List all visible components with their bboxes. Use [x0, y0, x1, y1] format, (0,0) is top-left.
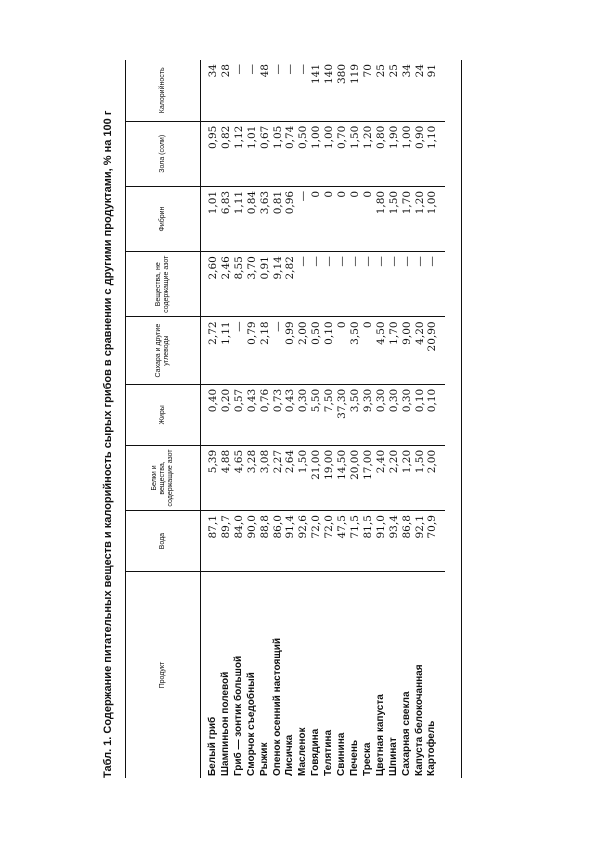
- value-cell: 0,70: [336, 121, 349, 186]
- value-cell: 20,00: [349, 445, 362, 510]
- value-cell: 1,01: [246, 121, 259, 186]
- value-cell: 1,20: [362, 121, 375, 186]
- value-cell: 3,50: [349, 384, 362, 445]
- value-cell: 1,10: [426, 121, 445, 186]
- value-cell: 0,50: [310, 317, 323, 384]
- value-cell: 84,0: [233, 511, 246, 572]
- value-cell: 0,30: [388, 384, 401, 445]
- value-cell: 0,99: [284, 317, 297, 384]
- table-row: [233, 60, 246, 778]
- column-header: Сахара и другие углеводы: [126, 317, 201, 384]
- value-cell: 37,30: [336, 384, 349, 445]
- value-cell: 0: [336, 186, 349, 251]
- value-cell: 0,40: [201, 384, 220, 445]
- value-cell: —: [323, 252, 336, 317]
- product-name-cell: Цветная капуста: [374, 694, 386, 776]
- value-cell: 0,80: [375, 121, 388, 186]
- value-cell: —: [401, 252, 414, 317]
- value-cell: 1,80: [375, 186, 388, 251]
- value-cell: 20,90: [426, 317, 445, 384]
- value-cell: 5,50: [310, 384, 323, 445]
- table-row: [201, 60, 220, 778]
- value-cell: 72,0: [310, 511, 323, 572]
- product-name-cell: Рыжик: [258, 742, 270, 776]
- value-cell: —: [297, 252, 310, 317]
- table-row: [272, 60, 285, 778]
- product-name-cell: Белый гриб: [207, 716, 218, 776]
- table-title: Табл. 1. Содержание питательных веществ и калорийность сырых грибов в сравнении с другими продуктами, % на 100 г: [102, 110, 114, 778]
- value-cell: 1,00: [401, 121, 414, 186]
- value-cell: 1,50: [414, 445, 427, 510]
- value-cell: 1,00: [323, 121, 336, 186]
- value-cell: 0,82: [220, 121, 233, 186]
- value-cell: 1,70: [401, 186, 414, 251]
- value-cell: 93,4: [388, 511, 401, 572]
- value-cell: —: [414, 252, 427, 317]
- product-name-cell: Телятина: [323, 729, 335, 776]
- value-cell: 47,5: [336, 511, 349, 572]
- value-cell: —: [297, 186, 310, 251]
- value-cell: —: [233, 317, 246, 384]
- value-cell: 1,20: [414, 186, 427, 251]
- value-cell: 92,1: [414, 511, 427, 572]
- table-row: [426, 60, 445, 778]
- product-name-cell: Опенок осенний настоящий: [271, 637, 283, 776]
- product-name-cell: Треска: [361, 742, 373, 776]
- product-name-cell: Гриб — зонтик большой: [232, 655, 244, 776]
- value-cell: 88,8: [259, 511, 272, 572]
- value-cell: 0,91: [259, 252, 272, 317]
- bottom-rule: [461, 60, 462, 778]
- value-cell: 0,43: [284, 384, 297, 445]
- table-header-row: [126, 60, 201, 778]
- value-cell: 0: [362, 317, 375, 384]
- table-row: [362, 60, 375, 778]
- value-cell: 3,28: [246, 445, 259, 510]
- column-header: Вещества, не содержащие азот: [126, 252, 201, 317]
- value-cell: 87,1: [201, 511, 220, 572]
- value-cell: —: [388, 252, 401, 317]
- table-row: [220, 60, 233, 778]
- value-cell: —: [233, 60, 246, 121]
- value-cell: 141: [310, 60, 323, 121]
- value-cell: 380: [336, 60, 349, 121]
- value-cell: 89,7: [220, 511, 233, 572]
- value-cell: 92,6: [297, 511, 310, 572]
- value-cell: 24: [414, 60, 427, 121]
- value-cell: 9,00: [401, 317, 414, 384]
- value-cell: 0,73: [272, 384, 285, 445]
- value-cell: 2,18: [259, 317, 272, 384]
- value-cell: 48: [259, 60, 272, 121]
- product-name-cell: Капуста белокочанная: [413, 664, 425, 776]
- table-row: [259, 60, 272, 778]
- value-cell: —: [297, 60, 310, 121]
- value-cell: —: [272, 60, 285, 121]
- value-cell: 1,05: [272, 121, 285, 186]
- column-header: Жиры: [126, 384, 201, 445]
- value-cell: 70: [362, 60, 375, 121]
- value-cell: 7,50: [323, 384, 336, 445]
- product-name-cell: Сморчок съедобный: [245, 672, 257, 776]
- nutrition-table: [125, 60, 445, 778]
- table-row: [246, 60, 259, 778]
- product-name-cell: Свинина: [336, 732, 348, 776]
- value-cell: —: [375, 252, 388, 317]
- value-cell: 0: [362, 186, 375, 251]
- value-cell: 0,50: [297, 121, 310, 186]
- value-cell: 28: [220, 60, 233, 121]
- product-name-cell: Говядина: [310, 728, 322, 776]
- value-cell: 0,67: [259, 121, 272, 186]
- value-cell: 81,5: [362, 511, 375, 572]
- product-name-cell: Картофель: [426, 720, 438, 776]
- value-cell: 1,90: [388, 121, 401, 186]
- value-cell: 3,50: [349, 317, 362, 384]
- value-cell: 1,00: [426, 186, 445, 251]
- value-cell: 0,30: [297, 384, 310, 445]
- product-name-cell: Печень: [348, 739, 360, 776]
- value-cell: —: [336, 252, 349, 317]
- value-cell: 19,00: [323, 445, 336, 510]
- value-cell: 86,8: [401, 511, 414, 572]
- value-cell: 25: [375, 60, 388, 121]
- value-cell: 3,63: [259, 186, 272, 251]
- value-cell: 0: [323, 186, 336, 251]
- product-name-cell: Шпинат: [387, 737, 399, 776]
- value-cell: 34: [401, 60, 414, 121]
- value-cell: 4,65: [233, 445, 246, 510]
- value-cell: 2,00: [426, 445, 445, 510]
- value-cell: 91,0: [375, 511, 388, 572]
- value-cell: 3,70: [246, 252, 259, 317]
- value-cell: 0: [310, 186, 323, 251]
- product-name-cell: Шампиньон полевой: [219, 671, 231, 776]
- value-cell: 1,11: [233, 186, 246, 251]
- value-cell: 1,12: [233, 121, 246, 186]
- value-cell: 0,90: [414, 121, 427, 186]
- value-cell: 4,20: [414, 317, 427, 384]
- value-cell: 17,00: [362, 445, 375, 510]
- value-cell: 2,72: [201, 317, 220, 384]
- value-cell: 2,40: [375, 445, 388, 510]
- value-cell: 0,81: [272, 186, 285, 251]
- value-cell: 2,60: [201, 252, 220, 317]
- value-cell: —: [310, 252, 323, 317]
- value-cell: 34: [201, 60, 220, 121]
- value-cell: 3,08: [259, 445, 272, 510]
- value-cell: 14,50: [336, 445, 349, 510]
- value-cell: 0,10: [414, 384, 427, 445]
- table-row: [284, 60, 297, 778]
- value-cell: 2,00: [297, 317, 310, 384]
- column-header: Вода: [126, 511, 201, 572]
- value-cell: —: [246, 60, 259, 121]
- table-row: [414, 60, 427, 778]
- value-cell: 0: [349, 186, 362, 251]
- column-header: Продукт: [126, 572, 201, 778]
- value-cell: 0,79: [246, 317, 259, 384]
- value-cell: 4,88: [220, 445, 233, 510]
- value-cell: 90,0: [246, 511, 259, 572]
- value-cell: 91,4: [284, 511, 297, 572]
- value-cell: 1,50: [388, 186, 401, 251]
- value-cell: 2,82: [284, 252, 297, 317]
- value-cell: 0,95: [201, 121, 220, 186]
- value-cell: 71,5: [349, 511, 362, 572]
- column-header: Белки и вещества, содержащие азот: [126, 445, 201, 510]
- column-header: Зола (соли): [126, 121, 201, 186]
- value-cell: 9,30: [362, 384, 375, 445]
- value-cell: 91: [426, 60, 445, 121]
- value-cell: —: [284, 60, 297, 121]
- value-cell: 0,30: [401, 384, 414, 445]
- value-cell: 1,50: [297, 445, 310, 510]
- column-header: Фибрин: [126, 186, 201, 251]
- value-cell: 2,20: [388, 445, 401, 510]
- table-body: [201, 60, 446, 778]
- value-cell: 1,70: [388, 317, 401, 384]
- value-cell: 0,57: [233, 384, 246, 445]
- column-header: Калорийность: [126, 60, 201, 121]
- value-cell: 2,46: [220, 252, 233, 317]
- value-cell: —: [362, 252, 375, 317]
- table-row: [401, 60, 414, 778]
- value-cell: 0,10: [323, 317, 336, 384]
- table-row: [375, 60, 388, 778]
- value-cell: 4,50: [375, 317, 388, 384]
- value-cell: 0,76: [259, 384, 272, 445]
- value-cell: 25: [388, 60, 401, 121]
- product-name-cell: Сахарная свекла: [400, 691, 412, 776]
- value-cell: 1,11: [220, 317, 233, 384]
- table-row: [336, 60, 349, 778]
- value-cell: 9,14: [272, 252, 285, 317]
- value-cell: 0,30: [375, 384, 388, 445]
- value-cell: 8,55: [233, 252, 246, 317]
- value-cell: 0,10: [426, 384, 445, 445]
- value-cell: 1,00: [310, 121, 323, 186]
- value-cell: 6,83: [220, 186, 233, 251]
- value-cell: —: [426, 252, 445, 317]
- table-row: [297, 60, 310, 778]
- table-row: [388, 60, 401, 778]
- value-cell: 0,96: [284, 186, 297, 251]
- value-cell: —: [349, 252, 362, 317]
- value-cell: 0,20: [220, 384, 233, 445]
- table-row: [349, 60, 362, 778]
- value-cell: 1,01: [201, 186, 220, 251]
- value-cell: 0,43: [246, 384, 259, 445]
- value-cell: 0: [336, 317, 349, 384]
- value-cell: 1,50: [349, 121, 362, 186]
- table-row: [323, 60, 336, 778]
- value-cell: 1,20: [401, 445, 414, 510]
- value-cell: 0,74: [284, 121, 297, 186]
- value-cell: 2,27: [272, 445, 285, 510]
- value-cell: 70,9: [426, 511, 445, 572]
- value-cell: 21,00: [310, 445, 323, 510]
- value-cell: 5,39: [201, 445, 220, 510]
- value-cell: —: [272, 317, 285, 384]
- value-cell: 119: [349, 60, 362, 121]
- value-cell: 72,0: [323, 511, 336, 572]
- table-row: [310, 60, 323, 778]
- value-cell: 140: [323, 60, 336, 121]
- value-cell: 86,0: [272, 511, 285, 572]
- product-name-cell: Лисичка: [284, 734, 296, 776]
- product-name-cell: Масленок: [297, 727, 309, 776]
- value-cell: 2,64: [284, 445, 297, 510]
- value-cell: 0,84: [246, 186, 259, 251]
